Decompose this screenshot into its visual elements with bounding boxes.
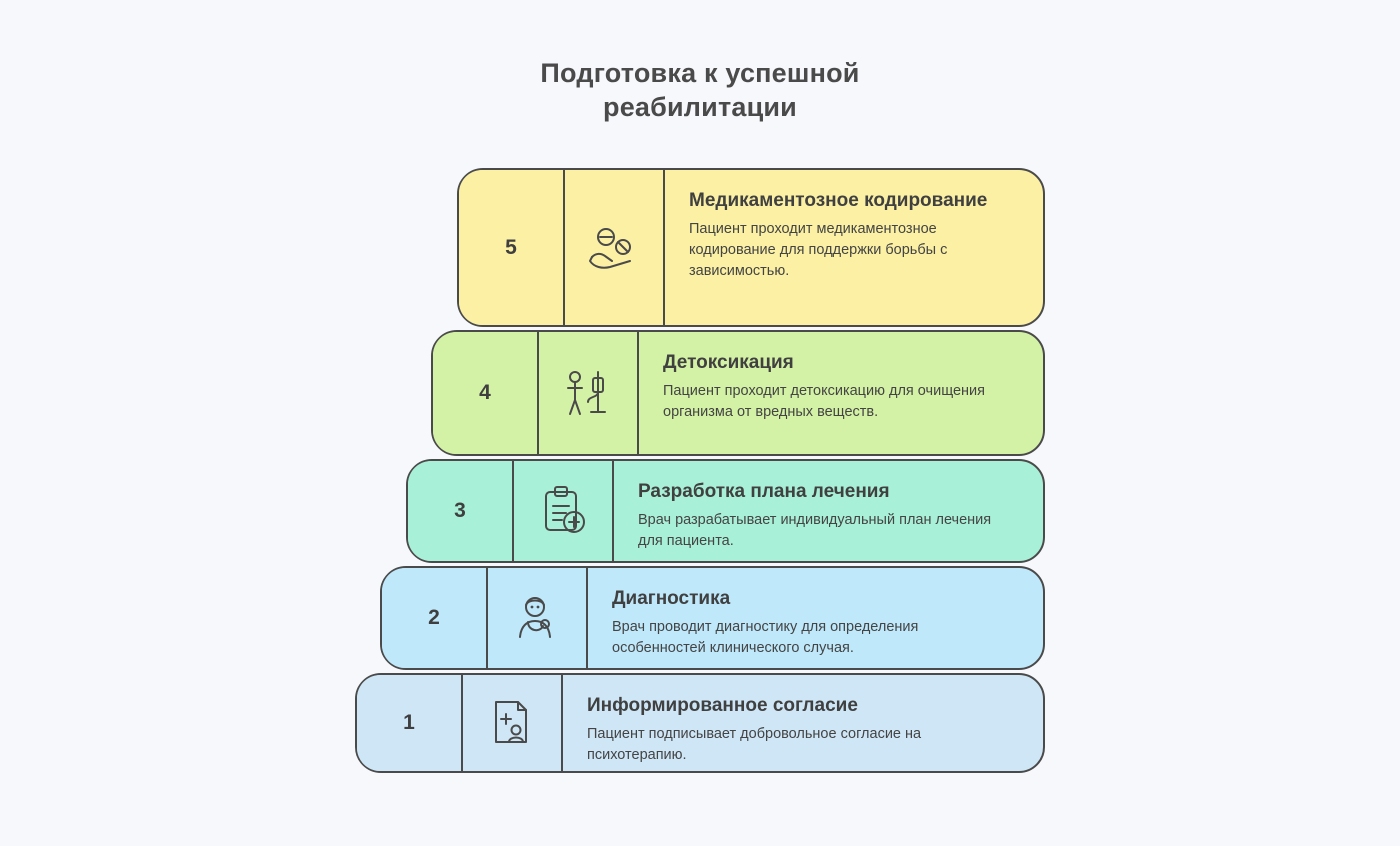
step-heading-5: Медикаментозное кодирование [689, 190, 988, 211]
step-body-1 [563, 675, 1043, 771]
clipboard-plus-icon [514, 461, 614, 561]
step-body-4 [639, 332, 1043, 454]
step-description-1: Пациент подписывает добровольное согласие на психотерапию. [587, 726, 922, 763]
step-body-3 [614, 461, 1043, 561]
page-title-line-1: Подготовка к успешной [540, 58, 860, 88]
step-card-1 [355, 673, 1045, 773]
step-number-4: 4 [433, 332, 539, 454]
step-body-5 [665, 170, 1043, 325]
step-card-5 [457, 168, 1045, 327]
hand-with-pills-icon [565, 170, 665, 325]
step-description-2: Врач проводит диагностику для определения особенностей клинического случая. [612, 619, 919, 656]
step-number-5: 5 [459, 170, 565, 325]
step-heading-2: Диагностика [612, 588, 731, 609]
page-title-line-2: реабилитации [603, 92, 797, 122]
step-number-3: 3 [408, 461, 514, 561]
step-description-4: Пациент проходит детоксикацию для очищения организма от вредных веществ. [663, 383, 985, 420]
step-body-2 [588, 568, 1043, 668]
step-card-3 [406, 459, 1045, 563]
step-heading-1: Информированное согласие [587, 695, 858, 716]
step-card-4 [431, 330, 1045, 456]
step-number-1: 1 [357, 675, 463, 771]
step-description-3: Врач разрабатывает индивидуальный план лечения для пациента. [638, 512, 992, 549]
step-heading-4: Детоксикация [663, 352, 794, 373]
step-heading-3: Разработка плана лечения [638, 481, 890, 502]
iv-drip-patient-icon [539, 332, 639, 454]
step-number-2: 2 [382, 568, 488, 668]
step-description-5: Пациент проходит медикаментозное кодирование для поддержки борьбы с зависимостью. [689, 221, 948, 279]
doctor-stethoscope-icon [488, 568, 588, 668]
step-card-2 [380, 566, 1045, 670]
consent-document-icon [463, 675, 563, 771]
